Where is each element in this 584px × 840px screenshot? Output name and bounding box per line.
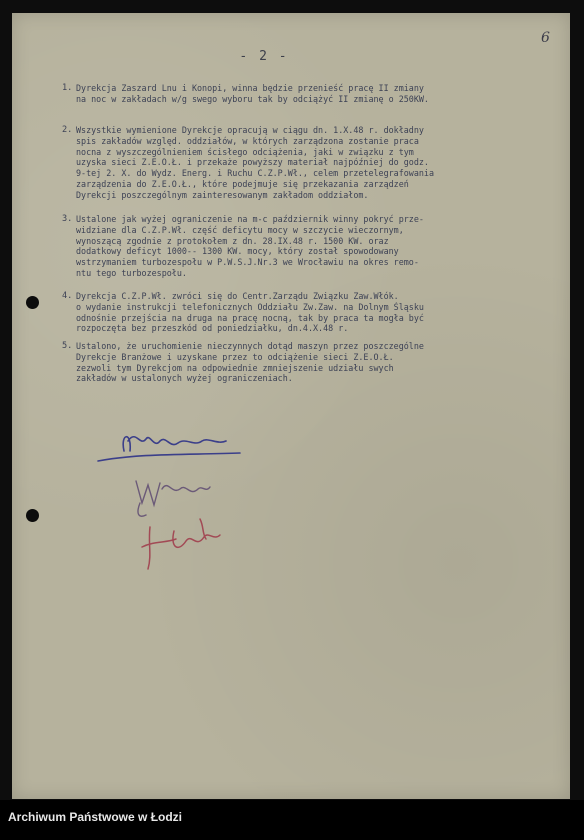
- text-line: Ustalone jak wyżej ograniczenie na m-c październik winny pokryć prze-: [76, 214, 424, 224]
- paragraph-5: [62, 341, 570, 384]
- text-line: o wydanie instrukcji telefonicznych Oddziału Zw.Zaw. na Dolnym Śląsku: [76, 301, 424, 312]
- text-line: Wszystkie wymienione Dyrekcje opracują w ciągu dn. 1.X.48 r. dokładny: [76, 125, 424, 135]
- text-line: Dyrekcja Zaszard Lnu i Konopi, winna będzie przenieść pracę II zmiany: [76, 83, 424, 93]
- signature-3: [142, 519, 220, 569]
- paragraph-marker: 4.: [62, 291, 73, 301]
- text-line: nocna z wyszczególnieniem ścisłego odciążenia, jaki w związku z tym: [76, 146, 414, 157]
- paragraph-1: [62, 83, 570, 105]
- binder-hole-bottom: [26, 509, 39, 522]
- text-line: Dyrekcji poszczególnym zainteresowanym zakładom oddziałom.: [76, 189, 369, 200]
- archive-name: Archiwum Państwowe w Łodzi: [8, 810, 183, 824]
- paragraph-3: [62, 214, 570, 279]
- document-sheet: [12, 13, 570, 799]
- text-line: spis zakładów względ. oddziałów, w których zarządzona zostanie praca: [76, 135, 419, 146]
- handwritten-signatures: [90, 423, 250, 583]
- signature-1: [98, 437, 240, 461]
- archive-footer: [0, 800, 584, 840]
- paragraph-marker: 3.: [62, 214, 73, 224]
- text-line: Dyrekcja C.Z.P.Wł. zwróci się do Centr.Zarządu Związku Zaw.Włók.: [76, 291, 399, 301]
- text-line: odnośnie przejścia na druga na pracę nocną, tak by praca ta mogła być: [76, 312, 424, 323]
- paragraph-marker: 2.: [62, 125, 73, 135]
- text-line: wstrzymaniem turbozespołu w P.W.S.J.Nr.3 we Wrocławiu na okres remo-: [76, 257, 419, 268]
- text-line: Ustalono, że uruchomienie nieczynnych dotąd maszyn przez poszczególne: [76, 341, 424, 351]
- text-line: Dyrekcje Branżowe i uzyskane przez to odciążenie sieci Z.E.O.Ł.: [76, 351, 394, 362]
- paragraph-2: [62, 125, 570, 201]
- page-number: - 2 -: [239, 49, 289, 64]
- text-line: na noc w zakładach w/g swego wyboru tak by odciążyć II zmianę o 250KW.: [76, 93, 429, 104]
- text-line: rozpoczęta bez przeszkód od poniedziałku, dn.4.X.48 r.: [76, 323, 349, 334]
- text-line: 9-tej 2. X. do Wydz. Energ. i Ruchu C.Z.P.Wł., celem przetelegrafowania: [76, 168, 434, 179]
- text-line: zezwoli tym Dyrekcjom na odpowiednie zmniejszenie udziału swych: [76, 362, 394, 373]
- text-line: zarządzenia do Z.E.O.Ł., które podejmuje się przekazania zarządzeń: [76, 178, 409, 189]
- paragraph-4: [62, 291, 570, 334]
- text-line: widziane dla C.Z.P.Wł. część deficytu mocy w szczycie wieczornym,: [76, 224, 404, 235]
- paragraph-marker: 5.: [62, 341, 73, 351]
- text-line: wynoszącą zgodnie z protokołem z dn. 28.IX.48 r. 1500 KW. oraz: [76, 235, 389, 246]
- text-line: uzyska sieci Z.E.O.Ł. i przekaże powyższy materiał najpóźniej do godz.: [76, 157, 429, 168]
- text-line: ntu tego turbozespołu.: [76, 267, 187, 278]
- signature-2: [136, 481, 210, 516]
- text-line: dodatkowy deficyt 1000-- 1300 KW. mocy, który został spowodowany: [76, 246, 399, 257]
- paragraph-marker: 1.: [62, 83, 73, 93]
- binder-hole-top: [26, 296, 39, 309]
- corner-handwritten-mark: 6: [541, 30, 550, 46]
- text-line: zakładów w ustalonych wyżej ograniczeniach.: [76, 373, 293, 384]
